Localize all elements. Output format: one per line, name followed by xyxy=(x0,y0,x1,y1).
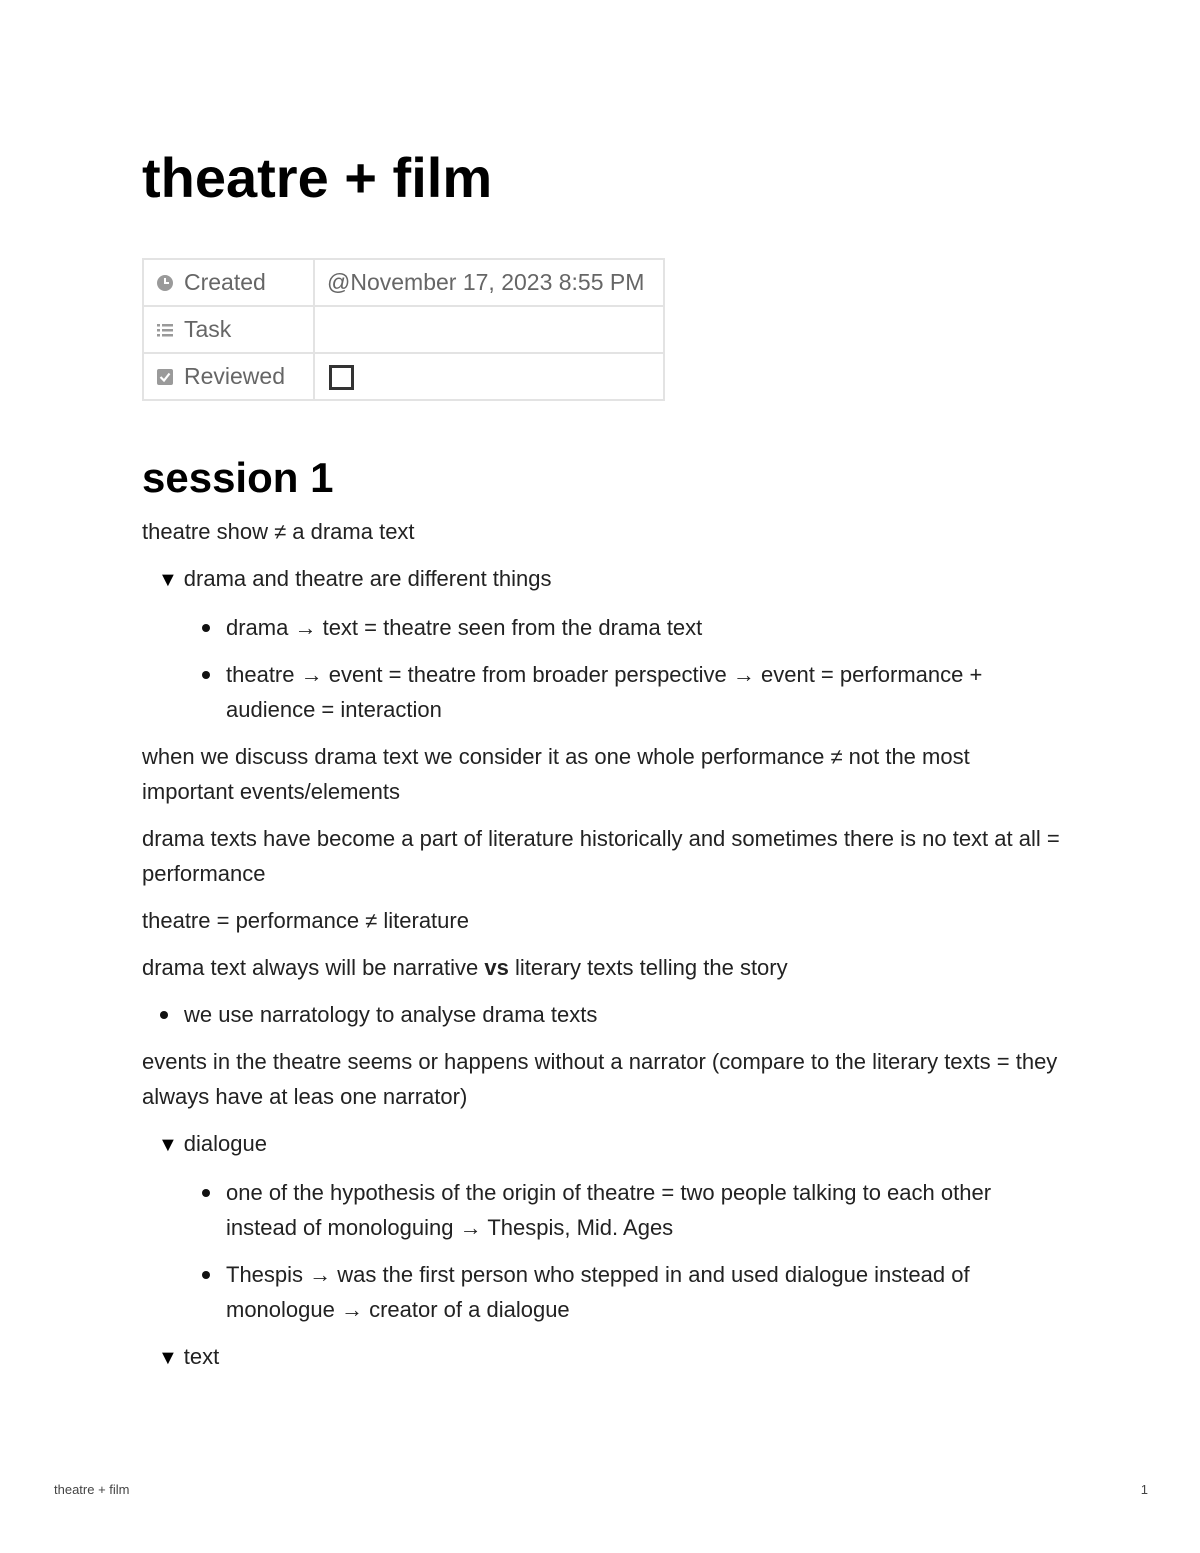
property-value-task[interactable] xyxy=(314,306,664,353)
footer-title: theatre + film xyxy=(54,1482,130,1497)
toggle-label: drama and theatre are different things xyxy=(183,566,552,591)
page-content xyxy=(142,514,1062,1388)
list-item: we use narratology to analyse drama texts xyxy=(160,997,1062,1032)
reviewed-checkbox[interactable] xyxy=(329,365,354,390)
property-row-reviewed xyxy=(143,353,664,400)
list-item: one of the hypothesis of the origin of theatre = two people talking to each other instead of monologuing → Thespis, Mid. Ages xyxy=(202,1175,1062,1245)
property-name: Reviewed xyxy=(184,363,285,389)
property-row-task xyxy=(143,306,664,353)
list-item: Thespis → was the first person who stepped in and used dialogue instead of monologue → creator of a dialogue xyxy=(202,1257,1062,1327)
triangle-down-icon[interactable]: ▼ xyxy=(158,1347,178,1369)
property-value-reviewed xyxy=(314,353,664,400)
toggle-children xyxy=(202,610,1062,727)
toggle-text[interactable] xyxy=(158,1339,1062,1376)
text-run: drama text always will be narrative xyxy=(142,955,485,980)
text-run: literary texts telling the story xyxy=(508,955,788,980)
toggle-label: dialogue xyxy=(183,1131,267,1156)
paragraph xyxy=(142,950,1062,985)
clock-icon xyxy=(156,274,174,292)
bold-text: vs xyxy=(484,955,509,980)
paragraph: theatre show ≠ a drama text xyxy=(142,519,415,544)
checkbox-icon xyxy=(156,368,174,386)
property-row-created xyxy=(143,259,664,306)
property-name-cell xyxy=(143,259,314,306)
properties-table xyxy=(142,258,665,401)
paragraph: events in the theatre seems or happens without a narrator (compare to the literary texts = they always have at leas one narrator) xyxy=(142,1049,1058,1109)
triangle-down-icon[interactable]: ▼ xyxy=(158,1134,178,1156)
property-value-created[interactable]: @November 17, 2023 8:55 PM xyxy=(314,259,664,306)
page-title: theatre + film xyxy=(142,146,493,209)
list-icon xyxy=(156,321,174,339)
property-name-cell xyxy=(143,353,314,400)
property-name-cell xyxy=(143,306,314,353)
section-heading: session 1 xyxy=(142,454,334,501)
triangle-down-icon[interactable]: ▼ xyxy=(158,569,178,591)
bullet-list xyxy=(160,997,1062,1032)
list-item: drama → text = theatre seen from the drama text xyxy=(202,610,1062,645)
toggle-children xyxy=(202,1175,1062,1327)
paragraph: when we discuss drama text we consider it as one whole performance ≠ not the most important events/elements xyxy=(142,744,970,804)
toggle-drama-and-theatre[interactable] xyxy=(158,561,1062,598)
property-name: Created xyxy=(184,269,266,295)
paragraph: theatre = performance ≠ literature xyxy=(142,908,469,933)
paragraph: drama texts have become a part of literature historically and sometimes there is no text at all = performance xyxy=(142,826,1060,886)
list-item: theatre → event = theatre from broader perspective → event = performance + audience = interaction xyxy=(202,657,1062,727)
toggle-dialogue[interactable] xyxy=(158,1126,1062,1163)
property-name: Task xyxy=(184,316,232,342)
toggle-label: text xyxy=(183,1344,220,1369)
page-number: 1 xyxy=(1140,1482,1148,1497)
